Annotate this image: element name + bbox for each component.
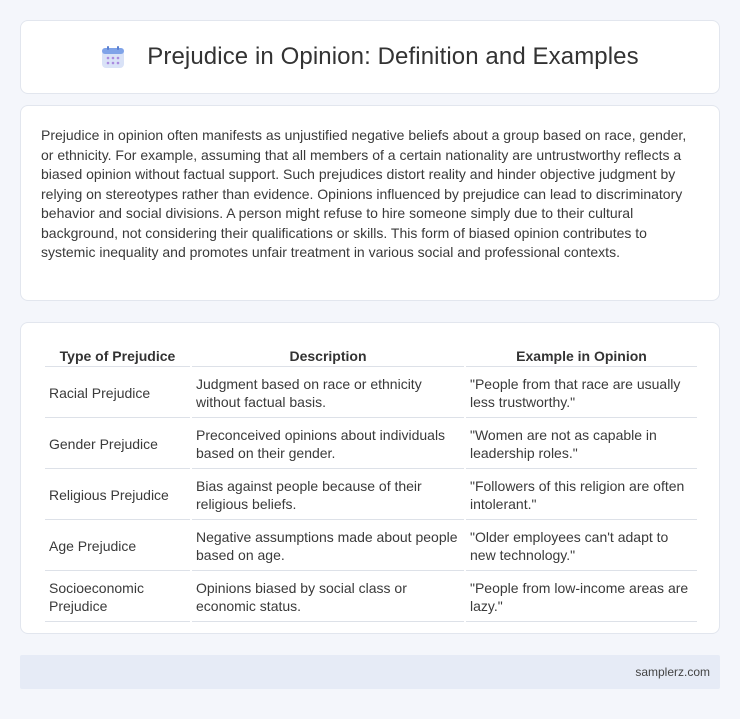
column-header-description: Description xyxy=(192,345,464,367)
table-row xyxy=(45,420,697,469)
cell-type: Religious Prejudice xyxy=(45,471,190,520)
cell-example: "Followers of this religion are often intolerant." xyxy=(466,471,697,520)
intro-paragraph: Prejudice in opinion often manifests as unjustified negative beliefs about a group based on race, gender, or ethnicity. For example, assuming that all members of a certain nationality are untrustworthy reflects a biased opinion without factual support. Such prejudices distort reality and hinder objective judgment by relying on stereotypes rather than evidence. Opinions influenced by prejudice can lead to discriminatory behavior and social divisions. A person might refuse to hire someone simply due to their cultural background, not considering their qualifications or skills. This form of biased opinion contributes to systemic inequality and promotes unfair treatment in various social and professional contexts. xyxy=(41,127,687,260)
cell-type: Racial Prejudice xyxy=(45,369,190,418)
cell-description: Preconceived opinions about individuals based on their gender. xyxy=(192,420,464,469)
intro-card xyxy=(20,105,720,301)
header xyxy=(101,43,638,71)
cell-type: Gender Prejudice xyxy=(45,420,190,469)
column-header-example: Example in Opinion xyxy=(466,345,697,367)
header-card xyxy=(20,20,720,94)
cell-description: Bias against people because of their religious beliefs. xyxy=(192,471,464,520)
table-header-row xyxy=(45,345,697,367)
column-header-type: Type of Prejudice xyxy=(45,345,190,367)
table-row xyxy=(45,369,697,418)
cell-type: Socioeconomic Prejudice xyxy=(45,573,190,622)
cell-type: Age Prejudice xyxy=(45,522,190,571)
prejudice-table xyxy=(43,343,699,624)
page-title: Prejudice in Opinion: Definition and Examples xyxy=(147,43,639,70)
footer-site-link[interactable]: samplerz.com xyxy=(635,665,710,679)
cell-example: "People from low-income areas are lazy." xyxy=(466,573,697,622)
table-row xyxy=(45,471,697,520)
table-row xyxy=(45,522,697,571)
calendar-icon xyxy=(101,45,125,69)
cell-example: "Women are not as capable in leadership roles." xyxy=(466,420,697,469)
table-card xyxy=(20,322,720,634)
cell-description: Negative assumptions made about people based on age. xyxy=(192,522,464,571)
footer xyxy=(20,655,720,689)
table-row xyxy=(45,573,697,622)
cell-description: Judgment based on race or ethnicity without factual basis. xyxy=(192,369,464,418)
cell-example: "Older employees can't adapt to new technology." xyxy=(466,522,697,571)
cell-example: "People from that race are usually less trustworthy." xyxy=(466,369,697,418)
cell-description: Opinions biased by social class or economic status. xyxy=(192,573,464,622)
